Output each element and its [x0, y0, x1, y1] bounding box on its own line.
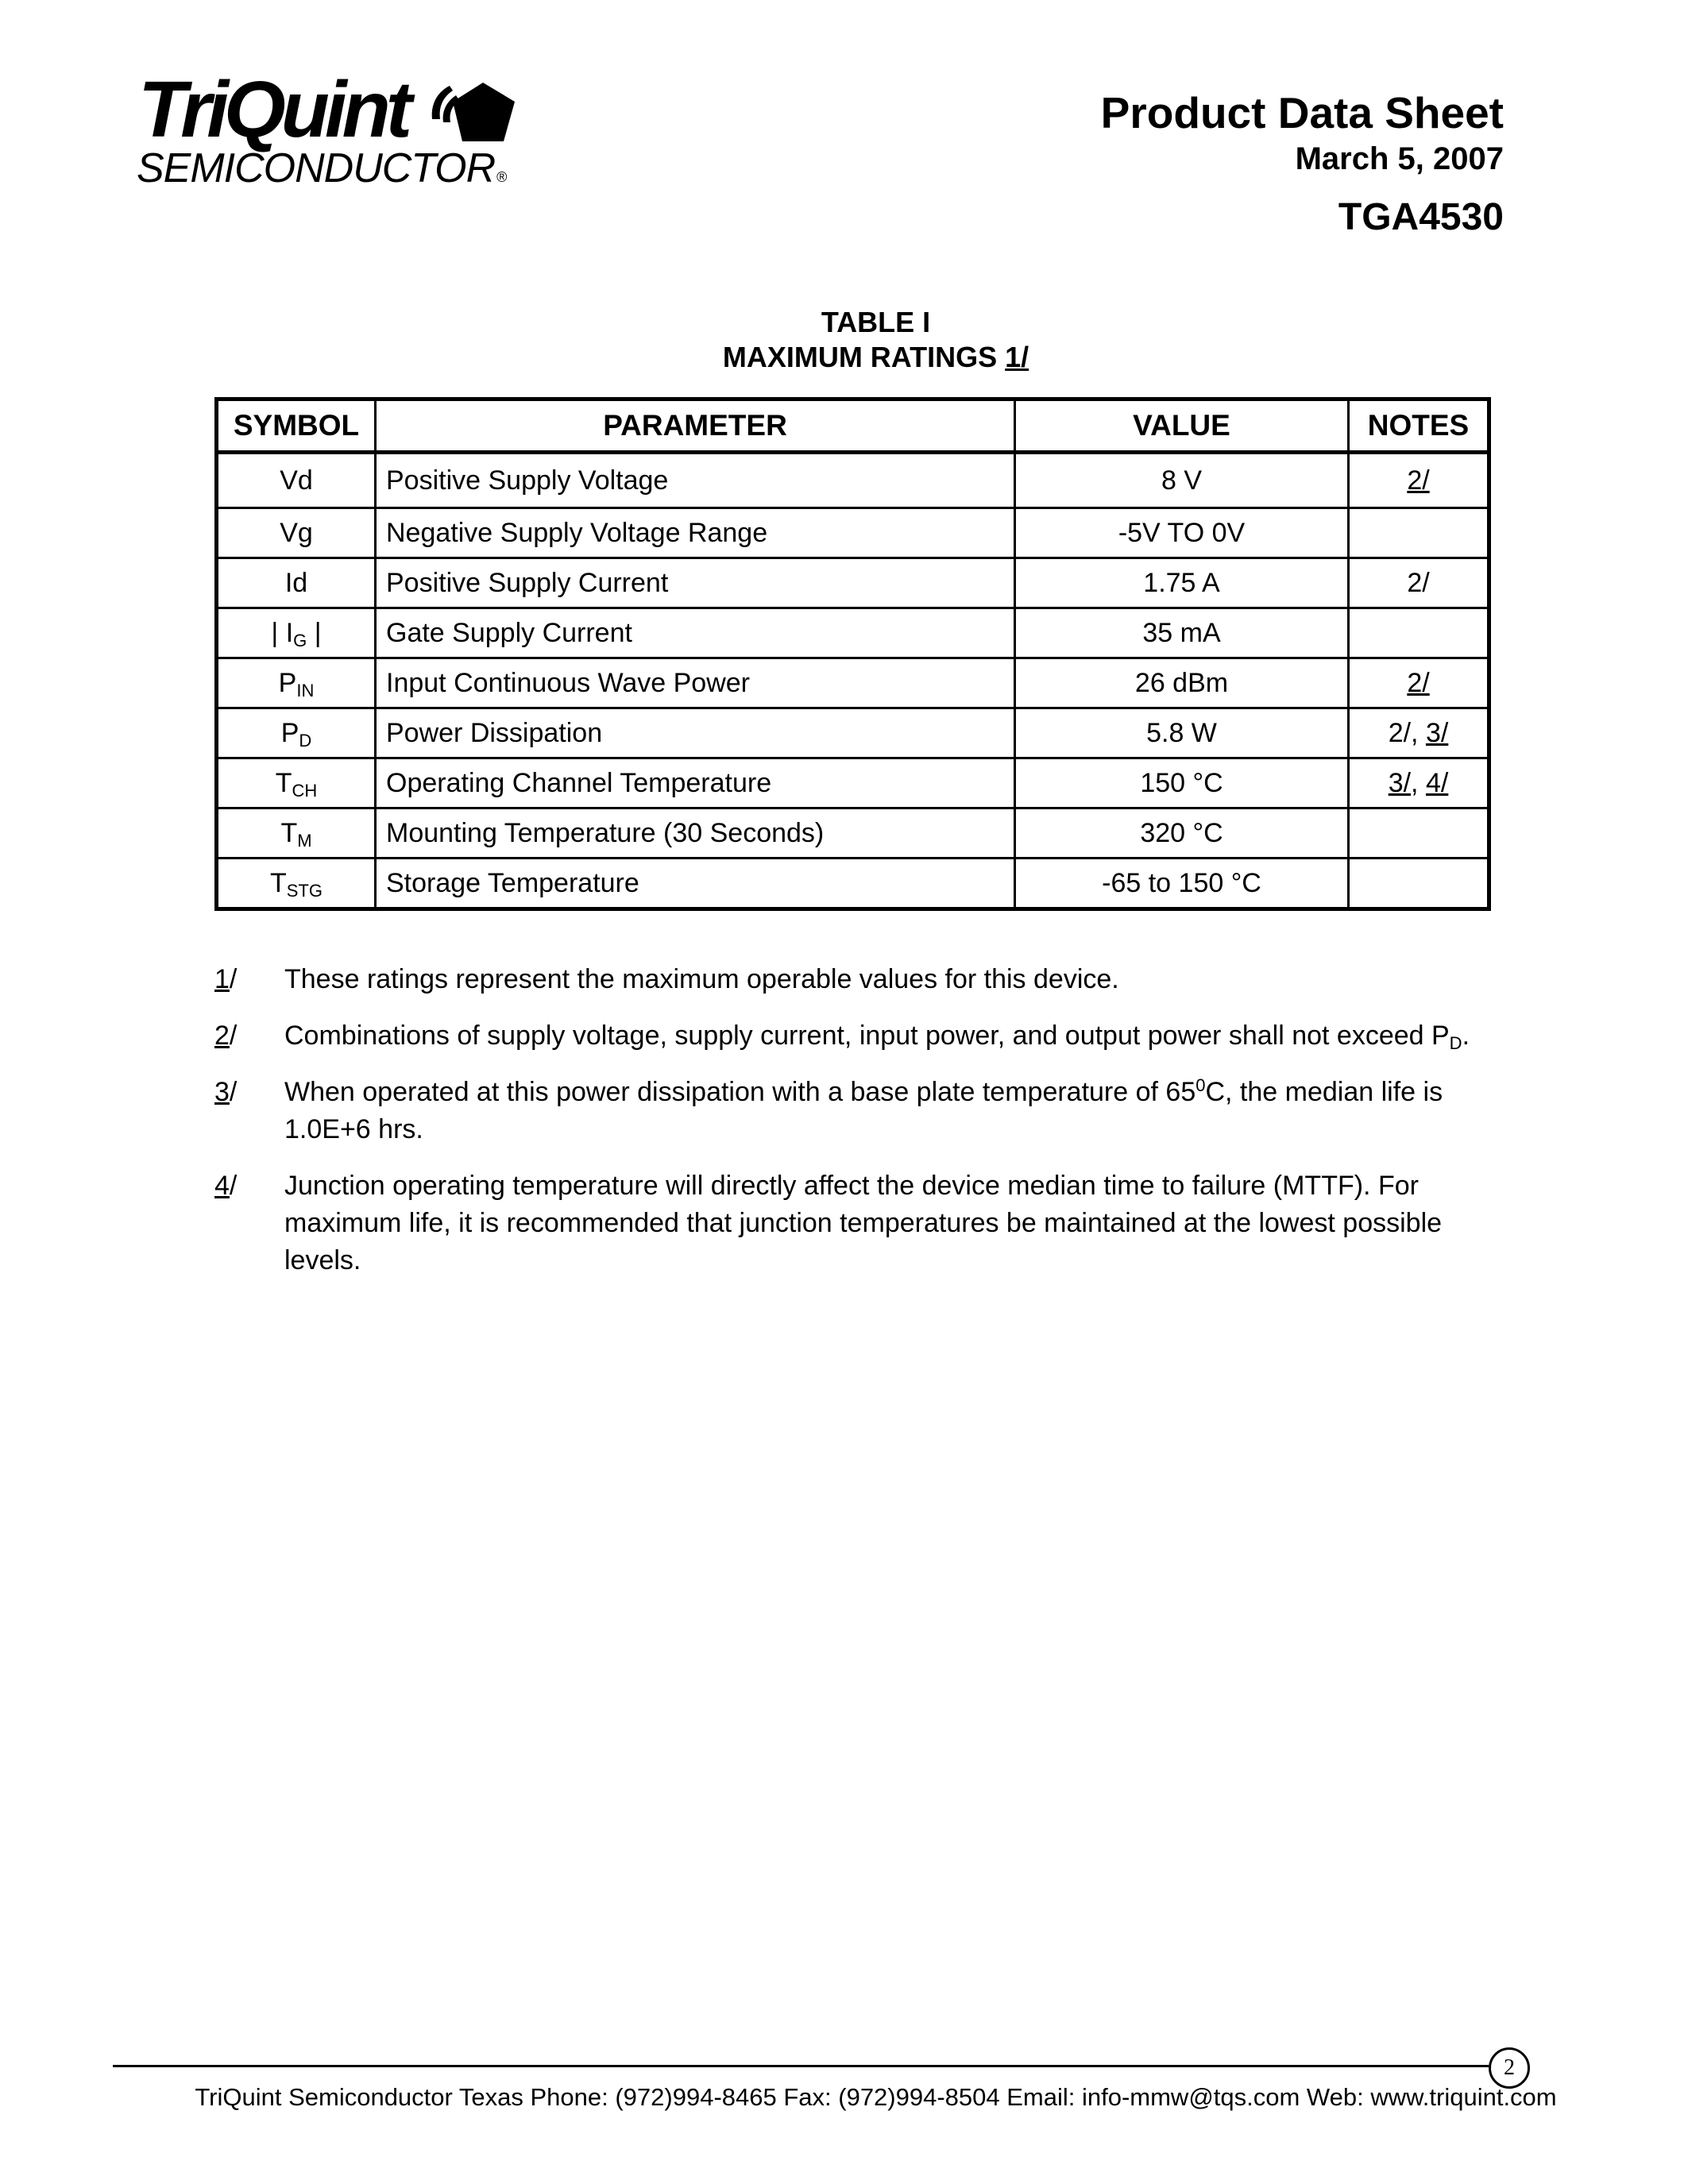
footnote-item — [214, 1167, 1501, 1279]
symbol-cell: Vg — [217, 508, 376, 558]
footnote-number: 1/ — [214, 964, 238, 994]
value-cell: 35 mA — [1015, 608, 1349, 658]
value-cell: 5.8 W — [1015, 708, 1349, 758]
footnote-text: Combinations of supply voltage, supply current, input power, and output power shall not exceed $P_D$. — [284, 1021, 1470, 1053]
symbol-cell: $P_{IN}$ — [217, 658, 376, 708]
table-row — [217, 808, 1489, 859]
maximum-ratings-table — [214, 397, 1491, 911]
table-row — [217, 758, 1489, 808]
footnote-text: When operated at this power dissipation with a base plate temperature of $65^0C$, the median life is 1.0E+6 hrs. — [284, 1075, 1443, 1144]
table-row — [217, 558, 1489, 608]
notes-cell — [1349, 859, 1489, 909]
table-row — [217, 708, 1489, 758]
table-header-row — [217, 399, 1489, 453]
company-logo — [135, 65, 548, 197]
symbol-cell: $T_M$ — [217, 808, 376, 859]
symbol-cell: Id — [217, 558, 376, 608]
symbol-cell: | $I_G$ | — [217, 608, 376, 658]
notes-cell: 2/ — [1349, 558, 1489, 608]
logo-subline: SEMICONDUCTOR ® — [137, 145, 507, 191]
parameter-cell: Mounting Temperature (30 Seconds) — [376, 808, 1015, 859]
notes-cell — [1349, 808, 1489, 859]
parameter-cell: Negative Supply Voltage Range — [376, 508, 1015, 558]
page-number: 2 — [1489, 2047, 1530, 2089]
notes-cell — [1349, 508, 1489, 558]
value-cell: 26 dBm — [1015, 658, 1349, 708]
part-number: TGA4530 — [1338, 196, 1504, 238]
footer-rule — [113, 2065, 1489, 2067]
table-row — [217, 658, 1489, 708]
table-row — [217, 508, 1489, 558]
parameter-cell: Input Continuous Wave Power — [376, 658, 1015, 708]
table-row — [217, 859, 1489, 909]
footnote-item — [214, 1017, 1501, 1055]
table-caption: TABLE I — [821, 306, 931, 338]
notes-cell — [1349, 608, 1489, 658]
footnote-item — [214, 961, 1501, 998]
footnote-text: Junction operating temperature will directly affect the device median time to failure (MTTF). For maximum life, it is recommended that junction temperatures be maintained at the lowest possible levels. — [284, 1171, 1443, 1275]
table-row — [217, 453, 1489, 508]
parameter-cell: Positive Supply Voltage — [376, 453, 1015, 508]
value-cell: 8 V — [1015, 453, 1349, 508]
table-row — [217, 608, 1489, 658]
logo-wordmark: TriQuint — [138, 65, 408, 154]
document-title: Product Data Sheet — [1100, 88, 1504, 137]
header-notes: NOTES — [1349, 399, 1489, 453]
header-value: VALUE — [1015, 399, 1349, 453]
notes-cell: 3/, 4/ — [1349, 758, 1489, 808]
notes-cell: 2/, 3/ — [1349, 708, 1489, 758]
value-cell: 150 °C — [1015, 758, 1349, 808]
header-symbol: SYMBOL — [217, 399, 376, 453]
footnote-number: 4/ — [214, 1171, 238, 1201]
footnotes — [214, 961, 1501, 1298]
symbol-cell: $P_D$ — [217, 708, 376, 758]
symbol-cell: $T_{STG}$ — [217, 859, 376, 909]
header-parameter: PARAMETER — [376, 399, 1015, 453]
footnote-text: These ratings represent the maximum operable values for this device. — [284, 964, 1119, 994]
parameter-cell: Operating Channel Temperature — [376, 758, 1015, 808]
footnote-number: 2/ — [214, 1021, 238, 1051]
footnote-item — [214, 1074, 1501, 1148]
value-cell: 1.75 A — [1015, 558, 1349, 608]
parameter-cell: Positive Supply Current — [376, 558, 1015, 608]
footnote-number: 3/ — [214, 1077, 238, 1107]
footer-contact: TriQuint Semiconductor Texas Phone: (972)994-8465 Fax: (972)994-8504 Email: info-mmw@tqs.com Web: www.triquint.com — [195, 2083, 1557, 2111]
parameter-cell: Gate Supply Current — [376, 608, 1015, 658]
pentagon-logo-icon — [426, 78, 520, 148]
symbol-cell: $T_{CH}$ — [217, 758, 376, 808]
parameter-cell: Power Dissipation — [376, 708, 1015, 758]
symbol-cell: Vd — [217, 453, 376, 508]
document-date: March 5, 2007 — [1295, 141, 1504, 176]
value-cell: -65 to 150 °C — [1015, 859, 1349, 909]
table-subcaption: MAXIMUM RATINGS 1/ — [722, 341, 1029, 373]
parameter-cell: Storage Temperature — [376, 859, 1015, 909]
value-cell: 320 °C — [1015, 808, 1349, 859]
value-cell: -5V TO 0V — [1015, 508, 1349, 558]
notes-cell: 2/ — [1349, 658, 1489, 708]
notes-cell: 2/ — [1349, 453, 1489, 508]
